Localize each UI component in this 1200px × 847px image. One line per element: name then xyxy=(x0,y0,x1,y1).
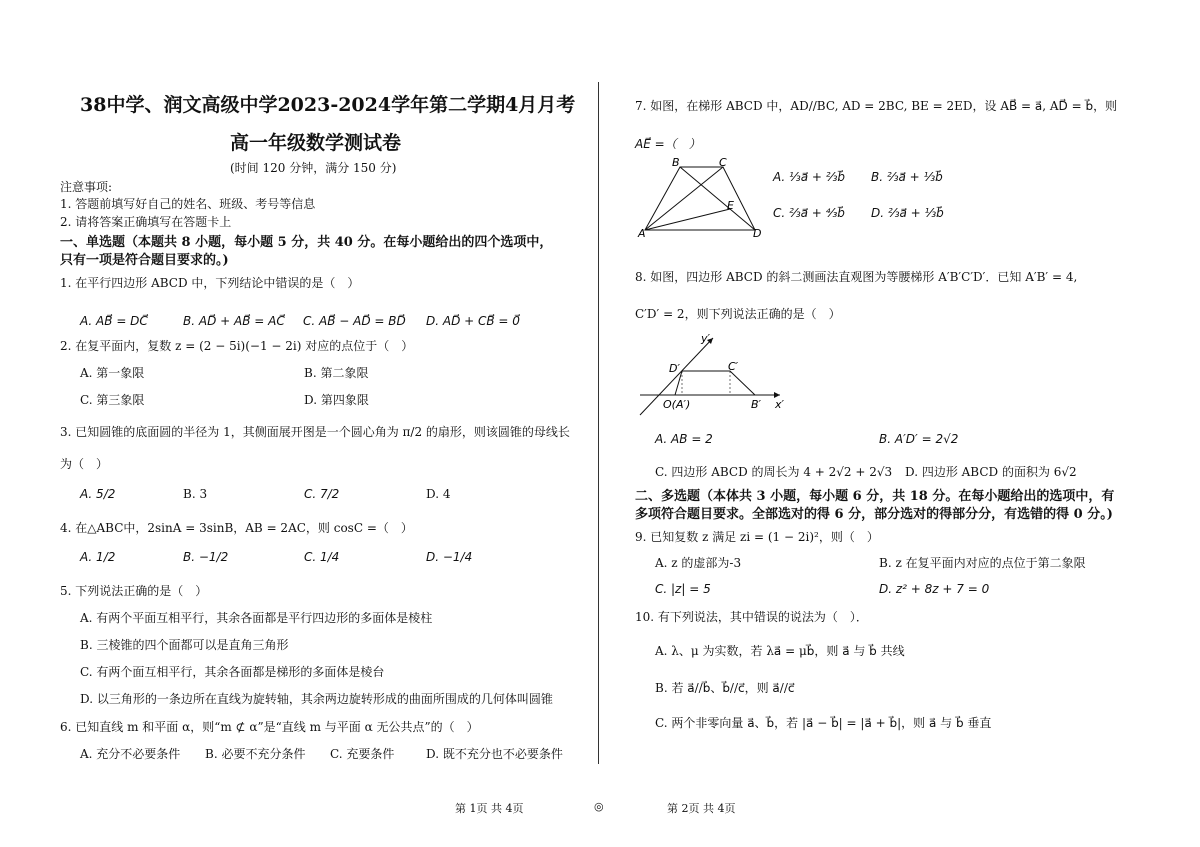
q9-option-a: A. z 的虚部为-3 xyxy=(655,556,742,570)
q7-trapezoid-figure xyxy=(635,155,770,240)
time-note: (时间 120 分钟，满分 150 分) xyxy=(230,161,397,175)
q4-option-c: C. 1/4 xyxy=(304,550,340,564)
figure-label: A xyxy=(638,227,646,240)
q4-option-b: B. −1/2 xyxy=(183,550,229,564)
q7-option-b: B. ⅔a⃗ + ⅓b⃗ xyxy=(871,170,943,184)
q8-option-a: A. AB = 2 xyxy=(655,432,713,446)
q4-option-a: A. 1/2 xyxy=(80,550,116,564)
figure-label: E xyxy=(727,199,734,212)
q5-option-b: B. 三棱锥的四个面都可以是直角三角形 xyxy=(80,638,289,652)
q8-option-c: C. 四边形 ABCD 的周长为 4 + 2√2 + 2√3 xyxy=(655,465,893,479)
q3-option-b: B. 3 xyxy=(183,487,208,501)
q9-option-d: D. z² + 8z + 7 = 0 xyxy=(879,582,990,596)
q6-option-b: B. 必要不充分条件 xyxy=(205,747,306,761)
column-divider xyxy=(598,82,599,764)
section1-heading: 只有一项是符合题目要求的。) xyxy=(60,253,229,268)
q6-option-c: C. 充要条件 xyxy=(330,747,395,761)
q5-option-a: A. 有两个平面互相平行，其余各面都是平行四边形的多面体是棱柱 xyxy=(80,611,433,625)
exam-subtitle: 高一年级数学测试卷 xyxy=(230,132,402,154)
figure-label: C xyxy=(719,156,727,169)
q2-option-a: A. 第一象限 xyxy=(80,366,145,380)
q10-option-b: B. 若 a⃗//b⃗、b⃗//c⃗，则 a⃗//c⃗ xyxy=(655,681,795,695)
right-column xyxy=(635,0,1160,847)
q9-stem: 9. 已知复数 z 满足 zi = (1 − 2i)²，则（ ） xyxy=(635,530,879,544)
q7-option-d: D. ⅔a⃗ + ⅓b⃗ xyxy=(871,206,944,220)
q6-option-a: A. 充分不必要条件 xyxy=(80,747,181,761)
q7-option-c: C. ⅔a⃗ + ⁴⁄₃b⃗ xyxy=(773,206,845,220)
q10-stem: 10. 有下列说法，其中错误的说法为（ ）． xyxy=(635,610,868,624)
q8-stem: 8. 如图，四边形 ABCD 的斜二测画法直观图为等腰梯形 A′B′C′D′．已知 A′B′ = 4, xyxy=(635,270,1078,284)
q2-option-d: D. 第四象限 xyxy=(304,393,369,407)
q5-stem: 5. 下列说法正确的是（ ） xyxy=(60,584,208,598)
notice-item: 1. 答题前填写好自己的姓名、班级、考号等信息 xyxy=(60,197,316,211)
q3-stem: 3. 已知圆锥的底面圆的半径为 1，其侧面展开图是一个圆心角为 π/2 的扇形，则该圆锥的母线长 xyxy=(60,425,570,439)
q10-option-a: A. λ、μ 为实数，若 λa⃗ = μb⃗，则 a⃗ 与 b⃗ 共线 xyxy=(655,644,905,658)
q1-option-a: A. AB⃗ = DC⃗ xyxy=(80,314,148,328)
figure-label: D′ xyxy=(669,362,680,375)
q2-option-c: C. 第三象限 xyxy=(80,393,145,407)
figure-label: B xyxy=(672,156,680,169)
q9-option-c: C. |z| = 5 xyxy=(655,582,711,596)
page-number-right: 第 2页 共 4页 xyxy=(667,802,736,815)
q5-option-c: C. 有两个面互相平行，其余各面都是梯形的多面体是棱台 xyxy=(80,665,385,679)
q4-stem: 4. 在△ABC中，2sinA = 3sinB，AB = 2AC，则 cosC =（ ） xyxy=(60,521,413,535)
q8-oblique-figure xyxy=(635,330,795,420)
q8-option-d: D. 四边形 ABCD 的面积为 6√2 xyxy=(905,465,1077,479)
q3-option-c: C. 7/2 xyxy=(304,487,340,501)
q8-stem: C′D′ = 2，则下列说法正确的是（ ） xyxy=(635,307,841,321)
q9-option-b: B. z 在复平面内对应的点位于第二象限 xyxy=(879,556,1086,570)
q2-option-b: B. 第二象限 xyxy=(304,366,369,380)
q7-option-a: A. ⅓a⃗ + ⅔b⃗ xyxy=(773,170,845,184)
q3-option-a: A. 5/2 xyxy=(80,487,116,501)
left-column xyxy=(60,0,576,847)
q10-option-c: C. 两个非零向量 a⃗、b⃗，若 |a⃗ − b⃗| = |a⃗ + b⃗|，则 a⃗ 与 b⃗ 垂直 xyxy=(655,716,992,730)
section2-heading: 二、多选题（本体共 3 小题，每小题 6 分，共 18 分。在每小题给出的选项中，有 xyxy=(635,489,1115,504)
notice-item: 2. 请将答案正确填写在答题卡上 xyxy=(60,215,232,229)
figure-label: C′ xyxy=(728,360,739,373)
q7-stem: AE⃗ =（ ） xyxy=(635,137,701,151)
figure-label: y′ xyxy=(701,332,711,345)
figure-label: O(A′) xyxy=(663,398,691,411)
q1-option-d: D. AD⃗ + CB⃗ = 0⃗ xyxy=(426,314,520,328)
figure-label: B′ xyxy=(751,398,762,411)
q3-stem: 为（ ） xyxy=(60,457,109,471)
center-mark: ◎ xyxy=(594,800,604,813)
q7-stem: 7. 如图，在梯形 ABCD 中，AD//BC, AD = 2BC, BE = 2ED，设 AB⃗ = a⃗, AD⃗ = b⃗，则 xyxy=(635,99,1118,113)
section2-heading: 多项符合题目要求。全部选对的得 6 分，部分选对的得部分分，有选错的得 0 分。) xyxy=(635,507,1113,522)
page-number-left: 第 1页 共 4页 xyxy=(455,802,524,815)
q1-option-b: B. AD⃗ + AB⃗ = AC⃗ xyxy=(183,314,285,328)
section1-heading: 一、单选题（本题共 8 小题，每小题 5 分，共 40 分。在每小题给出的四个选项中， xyxy=(60,235,553,250)
figure-label: x′ xyxy=(775,398,785,411)
q6-stem: 6. 已知直线 m 和平面 α，则“m ⊄ α”是“直线 m 与平面 α 无公共点”的（ ） xyxy=(60,720,479,734)
q3-option-d: D. 4 xyxy=(426,487,451,501)
q4-option-d: D. −1/4 xyxy=(426,550,473,564)
q1-option-c: C. AB⃗ − AD⃗ = BD⃗ xyxy=(303,314,406,328)
q8-option-b: B. A′D′ = 2√2 xyxy=(879,432,959,446)
figure-label: D xyxy=(753,227,762,240)
q6-option-d: D. 既不充分也不必要条件 xyxy=(426,747,563,761)
q5-option-d: D. 以三角形的一条边所在直线为旋转轴，其余两边旋转形成的曲面所围成的几何体叫圆锥 xyxy=(80,692,553,706)
exam-title: 38中学、润文高级中学2023-2024学年第二学期4月月考 xyxy=(80,94,576,116)
notice-heading: 注意事项: xyxy=(60,180,113,194)
q2-stem: 2. 在复平面内，复数 z = (2 − 5i)(−1 − 2i) 对应的点位于（ ） xyxy=(60,339,414,353)
q1-stem: 1. 在平行四边形 ABCD 中，下列结论中错误的是（ ） xyxy=(60,276,360,290)
